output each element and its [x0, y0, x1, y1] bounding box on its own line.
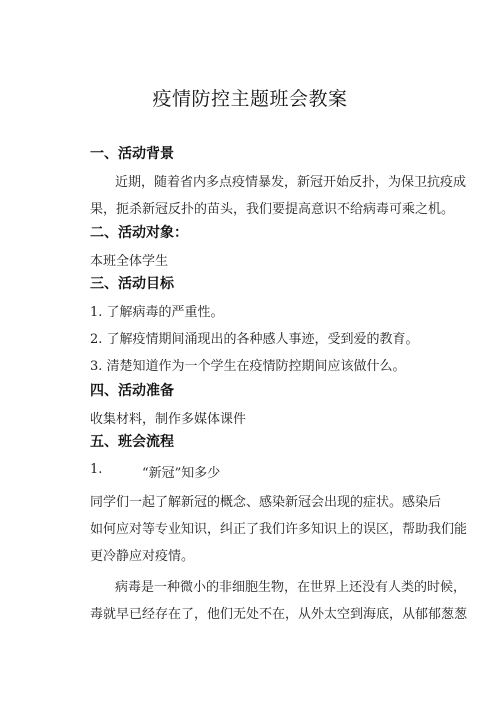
procedure-subitem-title: “新冠”知多少 — [142, 466, 221, 481]
goal-item-1: 1. 了解病毒的严重性。 — [90, 305, 224, 320]
procedure-paragraph-2-line-2: 毒就早已经存在了，他们无处不在，从外太空到海底，从郁郁葱葱 — [90, 607, 468, 622]
goal-item-2: 2. 了解疫情期间涌现出的各种感人事迹，受到爱的教育。 — [90, 332, 419, 347]
section-heading-audience: 二、活动对象： — [90, 225, 188, 241]
background-text-line-2: 果，扼杀新冠反扑的苗头，我们要提高意识不给病毒可乘之机。 — [90, 202, 455, 217]
procedure-paragraph-1-line-1: 同学们一起了解新冠的概念、感染新冠会出现的症状。感染后 — [90, 495, 442, 510]
section-heading-procedure: 五、班会流程 — [90, 434, 174, 450]
background-text-line-1: 近期，随着省内多点疫情暴发，新冠开始反扑，为保卫抗疫成 — [115, 175, 467, 190]
document-title: 疫情防控主题班会教案 — [152, 88, 348, 110]
procedure-paragraph-2-line-1: 病毒是一种微小的非细胞生物，在世界上还没有人类的时候， — [115, 580, 467, 595]
procedure-subitem-number: 1. — [90, 462, 103, 477]
section-heading-background: 一、活动背景 — [90, 146, 174, 162]
preparation-text: 收集材料，制作多媒体课件 — [90, 412, 247, 427]
procedure-paragraph-1-line-3: 更冷静应对疫情。 — [90, 549, 195, 564]
section-heading-preparation: 四、活动准备 — [90, 383, 174, 399]
section-heading-goals: 三、活动目标 — [90, 276, 174, 292]
goal-item-3: 3. 清楚知道作为一个学生在疫情防控期间应该做什么。 — [90, 359, 406, 374]
procedure-paragraph-1-line-2: 如何应对等专业知识，纠正了我们许多知识上的误区，帮助我们能 — [90, 522, 468, 537]
audience-text: 本班全体学生 — [90, 254, 169, 269]
